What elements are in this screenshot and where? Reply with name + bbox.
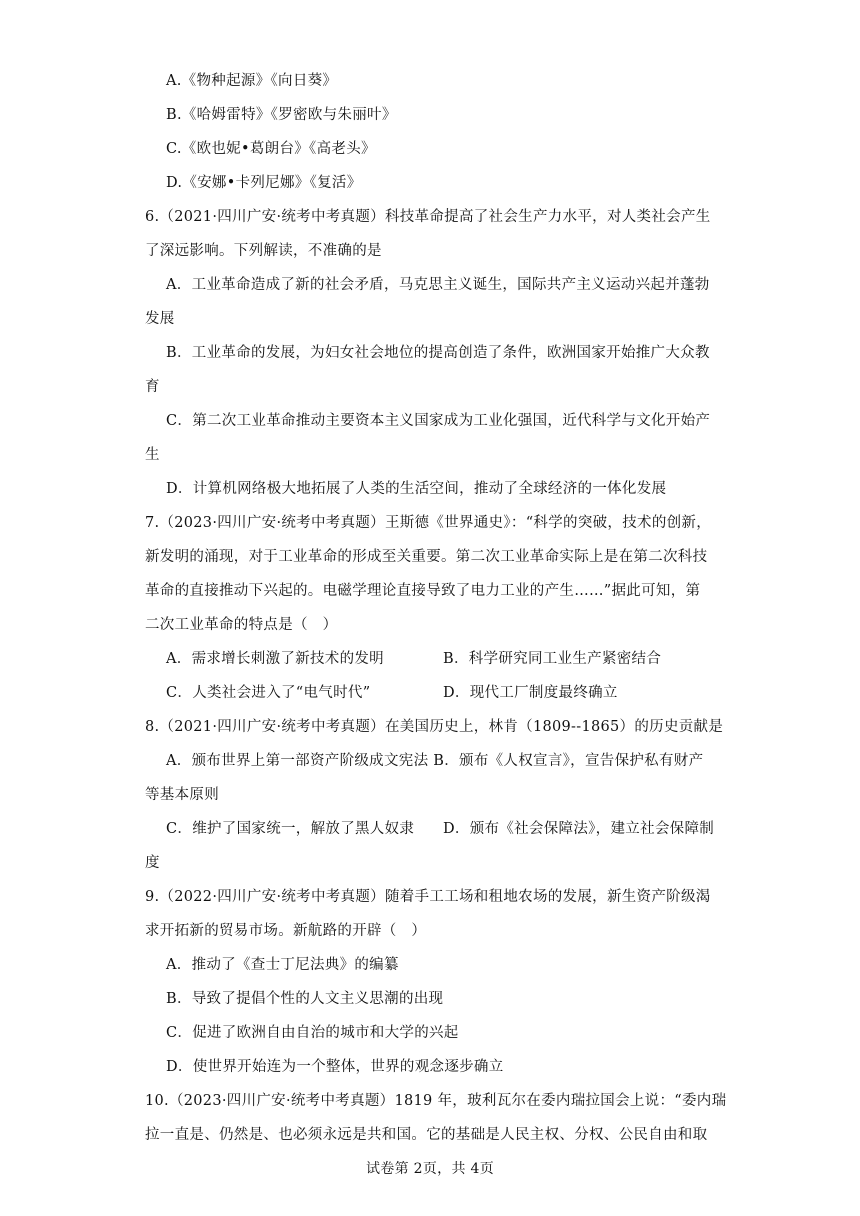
q5-option-d: D.《安娜•卡列尼娜》《复活》 xyxy=(166,175,362,191)
q7-option-d: D．现代工厂制度最终确立 xyxy=(443,685,618,701)
q5-option-c: C.《欧也妮•葛朗台》《高老头》 xyxy=(166,141,376,157)
q5-option-b: B.《哈姆雷特》《罗密欧与朱丽叶》 xyxy=(166,107,397,123)
q9-stem-line1: 9.（2022·四川广安·统考中考真题）随着手工工场和租地农场的发展，新生资产阶级渴 xyxy=(145,889,711,905)
q8-option-d-cont: 度 xyxy=(145,855,160,871)
q8-option-ab: A．颁布世界上第一部资产阶级成文宪法 B．颁布《人权宣言》，宣告保护私有财产 xyxy=(166,753,704,769)
q7-stem-line3: 革命的直接推动下兴起的。电磁学理论直接导致了电力工业的产生……”据此可知，第 xyxy=(145,583,701,599)
q8-option-c: C．维护了国家统一，解放了黑人奴隶 xyxy=(166,821,415,837)
q6-option-b: B．工业革命的发展，为妇女社会地位的提高创造了条件，欧洲国家开始推广大众教 xyxy=(166,345,710,361)
q6-option-d: D．计算机网络极大地拓展了人类的生活空间，推动了全球经济的一体化发展 xyxy=(166,481,667,497)
q8-stem: 8.（2021·四川广安·统考中考真题）在美国历史上，林肯（1809--1865）的历史贡献是 xyxy=(145,719,724,735)
q6-stem-line2: 了深远影响。下列解读，不准确的是 xyxy=(145,243,382,259)
q6-option-c: C．第二次工业革命推动主要资本主义国家成为工业化强国，近代科学与文化开始产 xyxy=(166,413,711,429)
q7-option-c: C．人类社会进入了“电气时代” xyxy=(166,685,371,701)
q6-option-a-cont: 发展 xyxy=(145,311,175,327)
q7-option-a: A．需求增长刺激了新技术的发明 xyxy=(166,651,384,667)
q7-stem-line4: 二次工业革命的特点是（ ） xyxy=(145,617,338,633)
q6-option-a: A．工业革命造成了新的社会矛盾，马克思主义诞生，国际共产主义运动兴起并蓬勃 xyxy=(166,277,710,293)
q9-option-a: A．推动了《查士丁尼法典》的编纂 xyxy=(166,957,399,973)
q10-stem-line1: 10.（2023·四川广安·统考中考真题）1819 年，玻利瓦尔在委内瑞拉国会上说：“委内瑞 xyxy=(145,1093,727,1109)
q7-option-b: B．科学研究同工业生产紧密结合 xyxy=(443,651,662,667)
q9-stem-line2: 求开拓新的贸易市场。新航路的开辟（ ） xyxy=(145,923,427,939)
q10-stem-line2: 拉一直是、仍然是、也必须永远是共和国。它的基础是人民主权、分权、公民自由和取 xyxy=(145,1127,708,1143)
q9-option-d: D．使世界开始连为一个整体，世界的观念逐步确立 xyxy=(166,1059,504,1075)
q7-stem-line2: 新发明的涌现，对于工业革命的形成至关重要。第二次工业革命实际上是在第二次科技 xyxy=(145,549,708,565)
q9-option-b: B．导致了提倡个性的人文主义思潮的出现 xyxy=(166,991,444,1007)
page-footer: 试卷第 2页，共 4页 xyxy=(365,1161,494,1177)
q9-option-c: C．促进了欧洲自由自治的城市和大学的兴起 xyxy=(166,1025,459,1041)
q8-option-b-cont: 等基本原则 xyxy=(145,787,219,803)
q6-option-b-cont: 育 xyxy=(145,379,160,395)
q6-stem-line1: 6.（2021·四川广安·统考中考真题）科技革命提高了社会生产力水平，对人类社会产生 xyxy=(145,209,711,225)
q8-option-d: D．颁布《社会保障法》，建立社会保障制 xyxy=(443,821,715,837)
q5-option-a: A.《物种起源》《向日葵》 xyxy=(166,73,338,89)
q6-option-c-cont: 生 xyxy=(145,447,160,463)
q7-stem-line1: 7.（2023·四川广安·统考中考真题）王斯德《世界通史》：“科学的突破，技术的创新， xyxy=(145,515,712,531)
